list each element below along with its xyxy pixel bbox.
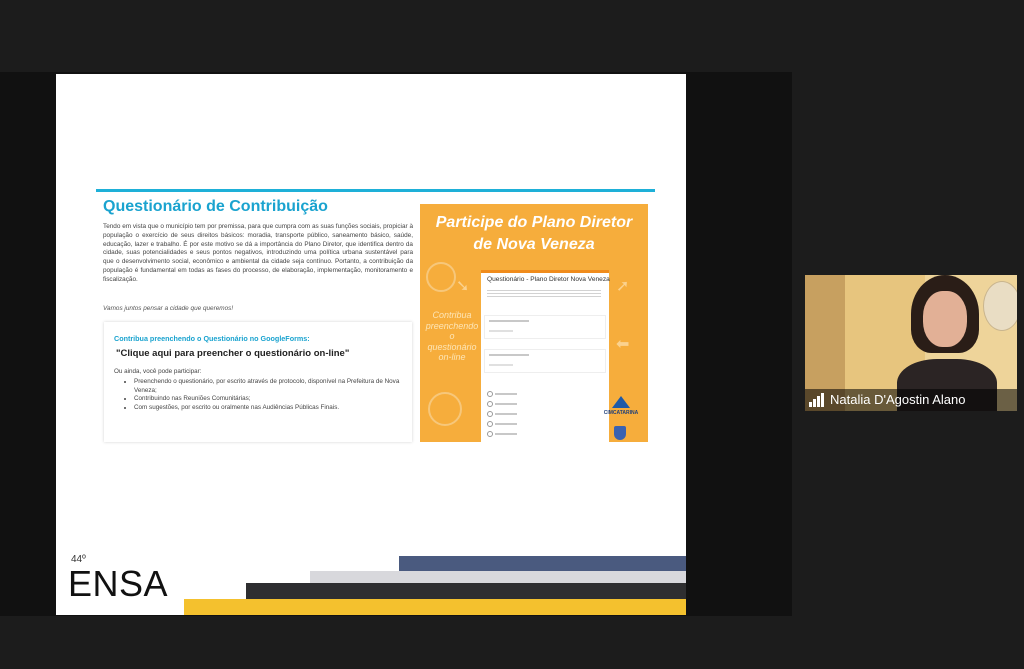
form-description <box>487 288 601 298</box>
form-option <box>487 411 527 416</box>
wall-decoration <box>983 281 1017 331</box>
poster-title-line1: Participe do Plano Diretor <box>435 214 633 231</box>
intro-paragraph: Tendo em vista que o município tem por premissa, para que cumpra com as suas funções sociais, propiciar à população o exercício de seus direitos básicos: moradia, transporte público, saneamento básico, saúde, educação, lazer e trabalho. É por este motivo se dá a importância do Plano Diretor, que identifica dentro da cidade, suas potencialidades e seus pontos negativos, introduzindo uma política urbana sustentável para que o desenvolvimento social, econômico e ambiental da cidade seja contínuo. Portanto, a contribuição da população é fundamental em todas as fases do processo, de elaboração, implementação, monitoramento e fiscalização. <box>103 223 413 283</box>
participant-name-label <box>805 389 1017 411</box>
participant-name: Natalia D'Agostin Alano <box>830 392 966 407</box>
arrow-icon: ➚ <box>616 278 630 295</box>
list-item: • Com sugestões, por escrito ou oralmente nas Audiências Públicas Finais. <box>134 404 414 413</box>
form-preview <box>481 270 609 442</box>
event-number: 44º <box>71 554 86 565</box>
city-crest-icon <box>614 426 626 440</box>
logo-text: CIMCATARINA <box>603 410 639 416</box>
title-divider <box>96 189 655 192</box>
form-option <box>487 421 527 426</box>
poster-title-line2: de Nova Veneza <box>473 236 595 253</box>
contribution-box-title: Contribua preenchendo o Questionário no GoogleForms: <box>114 334 310 343</box>
contribution-box <box>104 322 412 442</box>
list-item: • Preenchendo o questionário, por escrito através de protocolo, disponível na Prefeitura de Nova Veneza; <box>134 378 414 395</box>
slide-title: Questionário de Contribuição <box>103 198 328 215</box>
poster <box>420 204 648 442</box>
decor-bar-yellow <box>184 599 686 615</box>
tagline: Vamos juntos pensar a cidade que queremos! <box>103 305 234 312</box>
face-illustration-icon <box>428 392 462 426</box>
form-field <box>484 349 606 373</box>
logo-triangle-icon <box>612 396 630 408</box>
participant-video-tile[interactable] <box>805 275 1017 411</box>
arrow-icon: ⬅ <box>616 336 630 353</box>
presentation-slide <box>56 74 686 615</box>
participant-face <box>923 291 967 347</box>
poster-title <box>420 212 648 256</box>
participation-list <box>124 378 414 412</box>
event-logo: ENSA <box>68 563 169 604</box>
decor-bar-dark <box>246 583 686 599</box>
decor-bar-navy <box>399 556 686 571</box>
form-option <box>487 401 527 406</box>
form-field <box>484 315 606 339</box>
poster-side-text: Contribua preenchendo o questionário on-line <box>425 310 479 362</box>
list-item: • Contribuindo nas Reuniões Comunitárias; <box>134 395 414 404</box>
form-title: Questionário - Plano Diretor Nova Veneza <box>487 276 610 283</box>
contribution-intro: Ou ainda, você pode participar: <box>114 368 202 375</box>
cimcatarina-logo <box>601 396 641 416</box>
decor-bar-gray <box>310 571 686 583</box>
form-option <box>487 391 527 396</box>
face-illustration-icon <box>426 262 456 292</box>
questionnaire-link[interactable]: "Clique aqui para preencher o questionário on-line" <box>116 348 350 359</box>
signal-bars-icon <box>809 393 825 407</box>
form-option <box>487 431 527 436</box>
arrow-icon: ➘ <box>456 278 470 295</box>
